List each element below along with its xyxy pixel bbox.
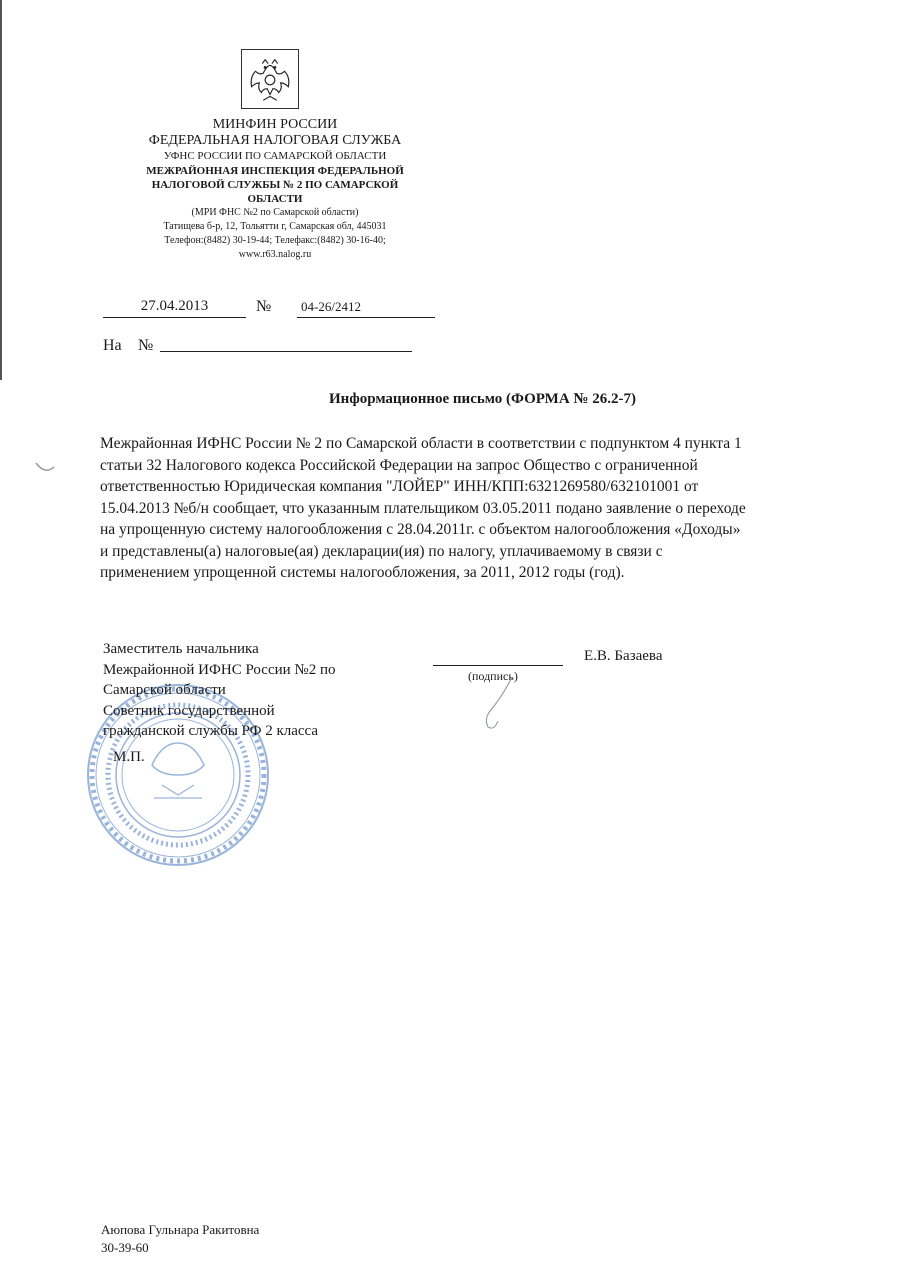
header-inspection-line2: НАЛОГОВОЙ СЛУЖБЫ № 2 ПО САМАРСКОЙ [151,179,399,191]
handwritten-signature [472,675,532,735]
stamp-label: М.П. [113,749,145,765]
body-line: применением упрощенной системы налогообложения, за 2011, 2012 годы (год). [100,564,625,581]
header-website: www.r63.nalog.ru [238,249,312,260]
body-line: Межрайонная ИФНС России № 2 по Самарской области в соответствии с подпунктом 4 пункта 1 [100,435,742,452]
executor-phone: 30-39-60 [101,1240,149,1255]
reply-to-number-line [160,351,412,352]
header-short-name: (МРИ ФНС №2 по Самарской области) [191,207,359,218]
signer-name: Е.В. Базаева [584,648,663,664]
signature-line [433,665,563,666]
number-sign: № [256,298,272,315]
signature-caption: (подпись) [468,669,518,683]
position-line: Самарской области [103,682,226,698]
header-inspection-line1: МЕЖРАЙОННАЯ ИНСПЕКЦИЯ ФЕДЕРАЛЬНОЙ [146,165,404,177]
position-line: гражданской службы РФ 2 класса [103,723,319,739]
header-inspection-line3: ОБЛАСТИ [247,193,303,205]
position-line: Заместитель начальника [103,641,259,657]
header-address: Татищева б-р, 12, Тольятти г, Самарская обл, 445031 [163,221,387,232]
coat-of-arms-emblem [241,49,299,109]
signer-position [103,639,336,742]
body-line: ответственностью Юридическая компания "ЛОЙЕР" ИНН/КПП:6321269580/632101001 от [100,478,699,495]
letter-title: Информационное письмо (ФОРМА № 26.2-7) [329,391,636,407]
letter-number: 04-26/2412 [297,299,435,318]
body-line: 15.04.2013 №б/н сообщает, что указанным плательщиком 03.05.2011 подано заявление о переходе [100,499,746,517]
executor-name: Аюпова Гульнара Ракитовна [101,1222,260,1237]
body-line: на упрощенную систему налогообложения с 28.04.2011г. с объектом налогообложения «Доходы» [100,521,741,538]
header-department: УФНС РОССИИ ПО САМАРСКОЙ ОБЛАСТИ [163,150,387,162]
header-service: ФЕДЕРАЛЬНАЯ НАЛОГОВАЯ СЛУЖБА [148,133,402,148]
body-line: и представлены(а) налоговые(ая) декларации(ия) по налогу, уплачиваемому в связи с [100,542,663,560]
letter-body [100,433,860,584]
header-phones: Телефон:(8482) 30-19-44; Телефакс:(8482) 30-16-40; [164,235,386,246]
header-ministry: МИНФИН РОССИИ [212,117,338,132]
reply-to-number-sign: № [138,337,154,354]
reply-to-label: На [103,337,122,354]
punch-mark [34,461,56,475]
position-line: Советник государственной [103,702,275,719]
body-line: статьи 32 Налогового кодекса Российской Федерации на запрос Общество с ограниченной [100,456,698,474]
letter-date: 27.04.2013 [103,298,246,318]
position-line: Межрайонной ИФНС России №2 по [103,661,336,678]
scan-edge [0,0,2,380]
